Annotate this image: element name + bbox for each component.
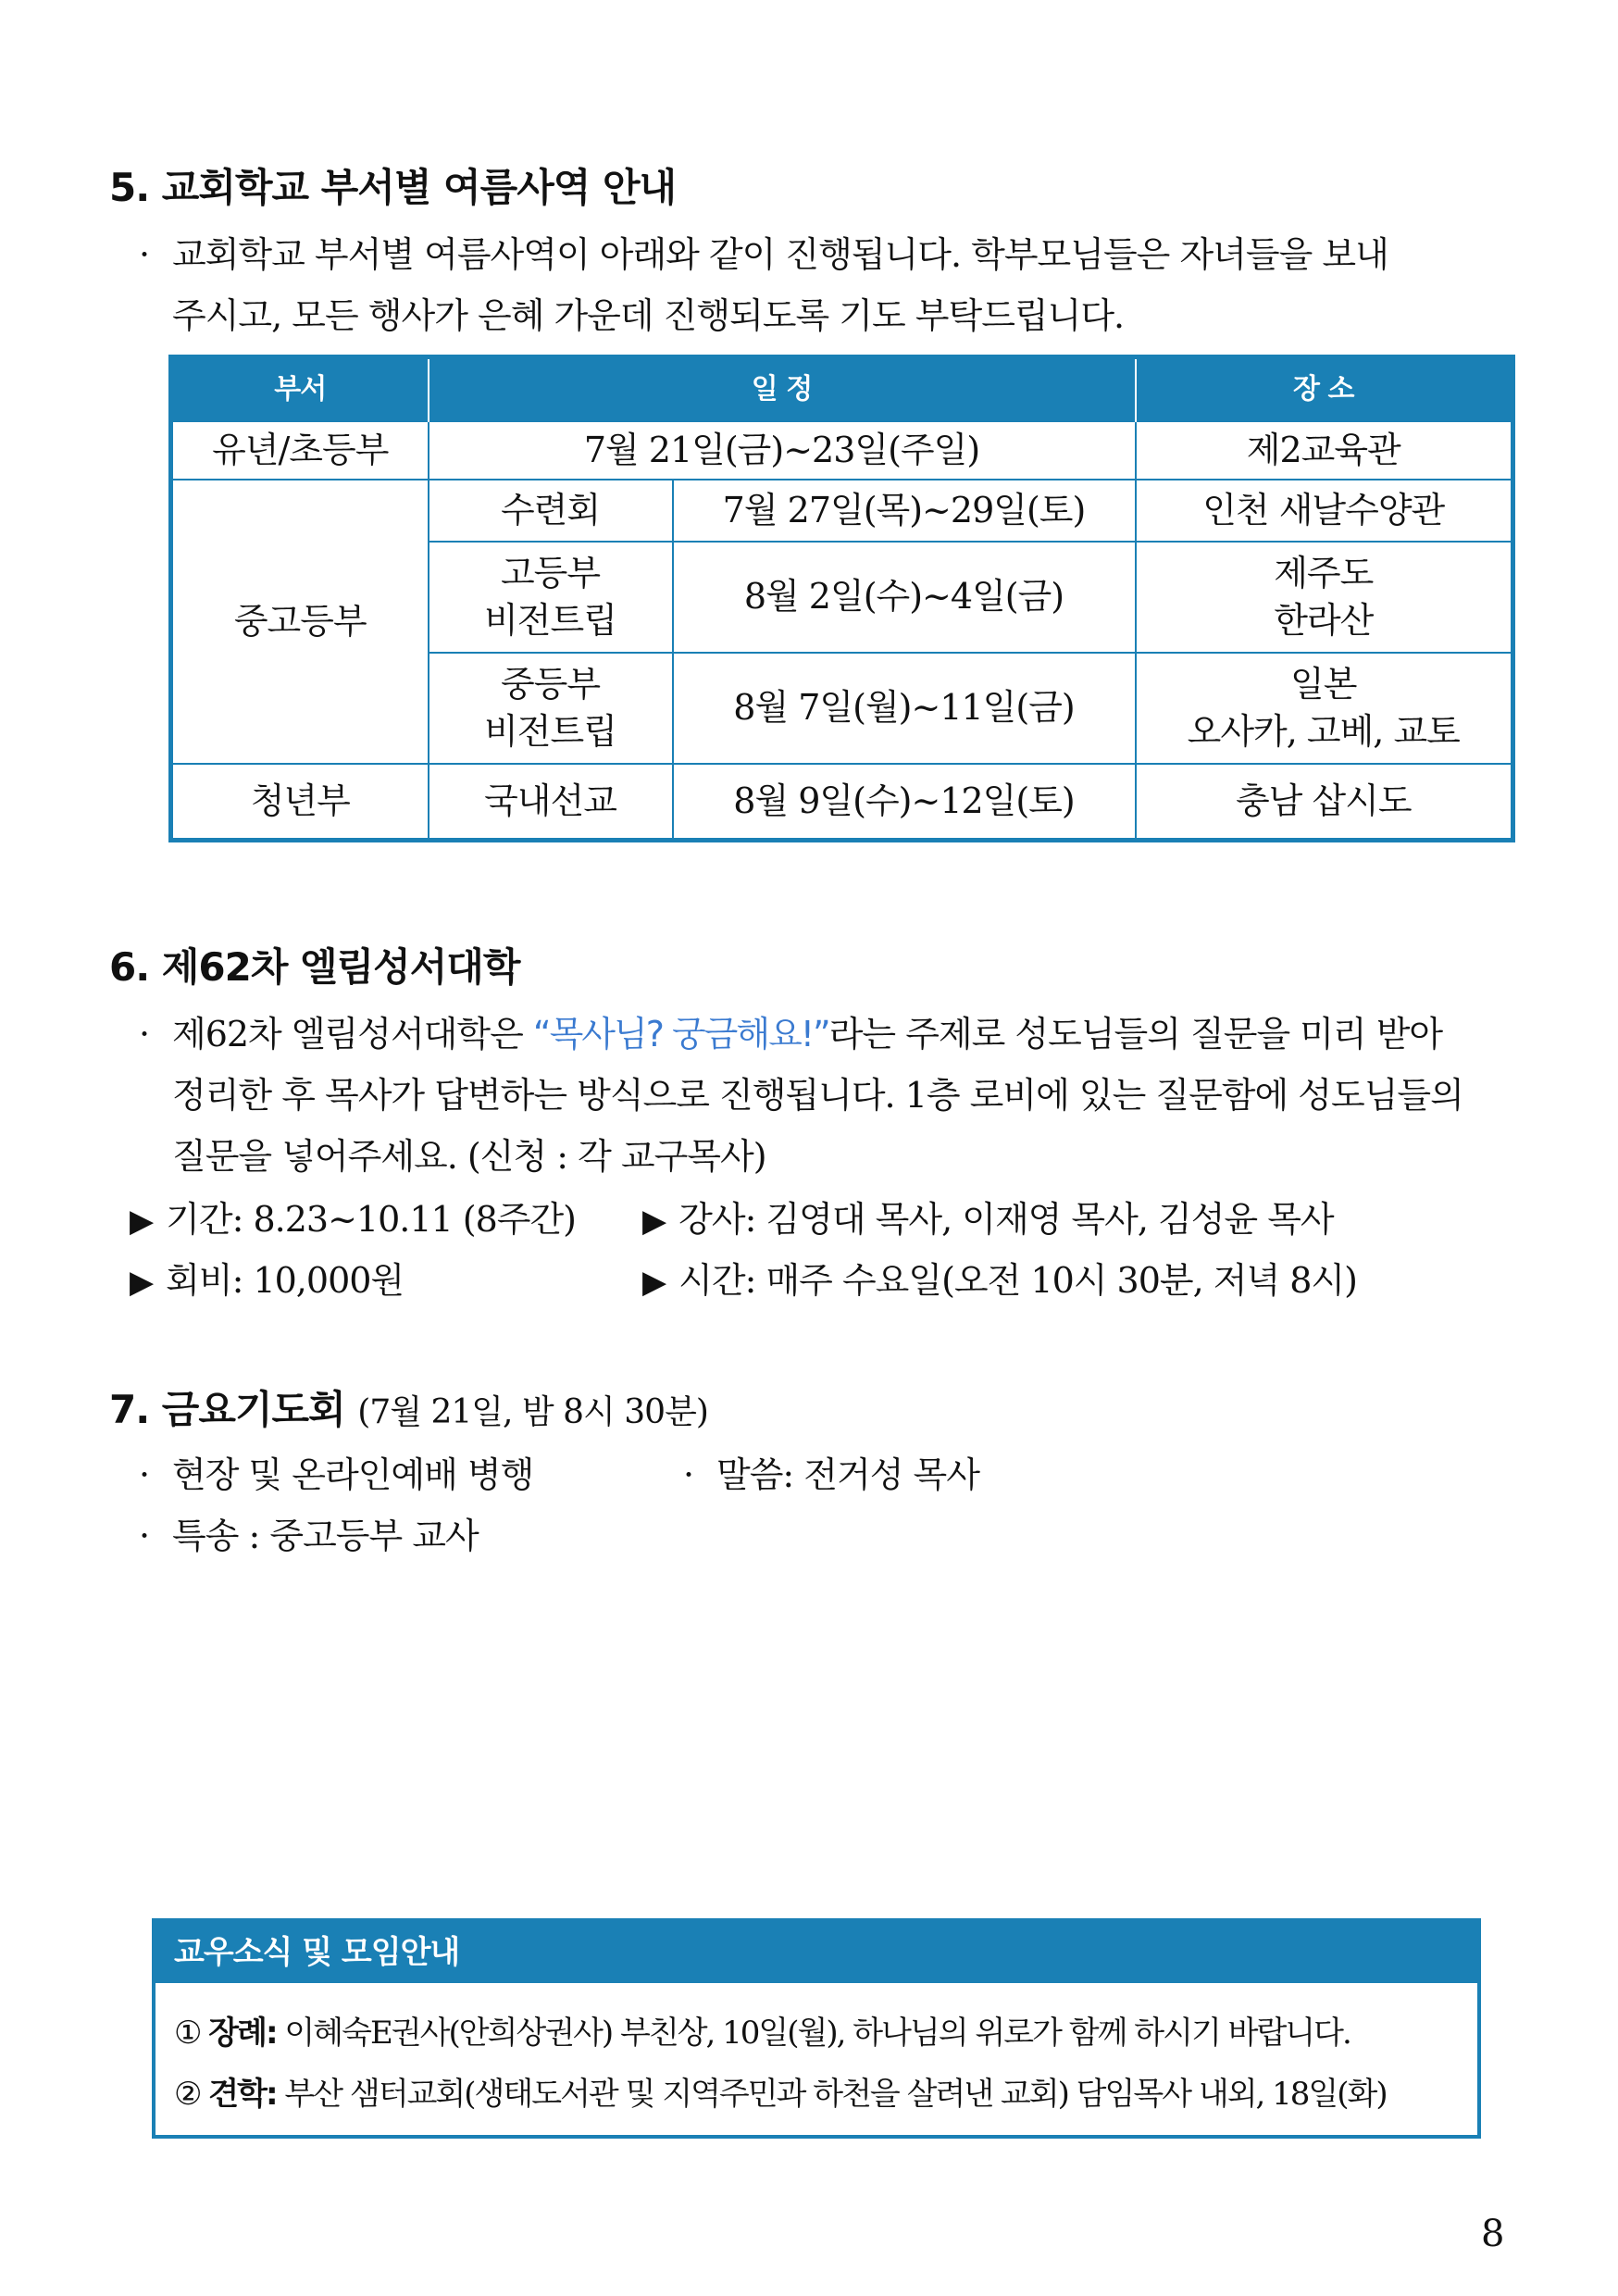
fee-text: 회비: 10,000원 xyxy=(166,1260,404,1301)
section6-topic-highlight: “목사님? 궁금해요!” xyxy=(532,1014,829,1054)
item-text: 부산 샘터교회(생태도서관 및 지역주민과 하천을 살려낸 교회) 담임목사 내외, 18일(화) xyxy=(284,2076,1387,2113)
cell-place: 제2교육관 xyxy=(1136,421,1513,480)
cell-schedule: 8월 9일(수)~12일(토) xyxy=(673,764,1136,840)
table-row xyxy=(171,480,1513,542)
table-header-row xyxy=(171,357,1513,422)
cell-schedule: 8월 7일(월)~11일(금) xyxy=(673,653,1136,764)
section7-item1-text: 현장 및 온라인예배 병행 xyxy=(172,1454,534,1495)
section7-title-text: 7. 금요기도회 xyxy=(109,1387,345,1432)
table-row xyxy=(171,421,1513,480)
cell-dept: 유년/초등부 xyxy=(171,421,429,480)
bullet: · xyxy=(683,1454,694,1495)
notice-item-funeral xyxy=(174,2007,1350,2053)
notice-title: 교우소식 및 모임안내 xyxy=(156,1922,1477,1983)
item-label: 견학: xyxy=(208,2076,277,2113)
event-line: 비전트립 xyxy=(484,600,616,641)
section6-title: 6. 제62차 엘림성서대학 xyxy=(109,944,520,990)
section7-subtitle: (7월 21일, 밤 8시 30분) xyxy=(357,1393,708,1431)
period-item xyxy=(130,1191,576,1242)
event-line: 고등부 xyxy=(500,552,601,593)
cell-event xyxy=(429,542,673,653)
summer-schedule-table xyxy=(168,355,1515,842)
cell-dept: 중고등부 xyxy=(171,480,429,764)
item-number: ① xyxy=(174,2015,201,2052)
arrow-right-icon: ▶ xyxy=(642,1264,666,1301)
event-line: 중등부 xyxy=(500,663,601,705)
arrow-right-icon: ▶ xyxy=(642,1203,666,1240)
item-label: 장례: xyxy=(208,2015,277,2052)
header-dept: 부서 xyxy=(171,357,429,422)
section5-paragraph-line2: 주시고, 모든 행사가 은혜 가운데 진행되도록 기도 부탁드립니다. xyxy=(172,295,1125,336)
event-line: 비전트립 xyxy=(484,711,616,752)
cell-place: 인천 새날수양관 xyxy=(1136,480,1513,542)
section7-item1 xyxy=(139,1446,533,1497)
section5-text-1: 교회학교 부서별 여름사역이 아래와 같이 진행됩니다. 학부모님들은 자녀들을 보내 xyxy=(172,234,1388,275)
cell-dept: 청년부 xyxy=(171,764,429,840)
cell-event: 국내선교 xyxy=(429,764,673,840)
section7-title xyxy=(109,1379,708,1435)
item-number: ② xyxy=(174,2076,201,2113)
cell-place xyxy=(1136,653,1513,764)
section6-text-post: 라는 주제로 성도님들의 질문을 미리 받아 xyxy=(828,1014,1443,1054)
page-number: 8 xyxy=(1481,2213,1505,2255)
section5-paragraph-line1 xyxy=(139,226,1388,277)
cell-event: 수련회 xyxy=(429,480,673,542)
section6-paragraph-line1 xyxy=(139,1005,1442,1056)
bullet: · xyxy=(139,1454,150,1495)
section5-title: 5. 교회학교 부서별 여름사역 안내 xyxy=(109,165,677,210)
notice-box xyxy=(152,1918,1481,2139)
bullet: · xyxy=(139,234,150,275)
period-text: 기간: 8.23~10.11 (8주간) xyxy=(166,1199,577,1240)
place-line: 일본 xyxy=(1290,663,1357,705)
header-place: 장 소 xyxy=(1136,357,1513,422)
section7-item2 xyxy=(683,1446,979,1497)
fee-item xyxy=(130,1252,404,1303)
bullet: · xyxy=(139,1516,150,1556)
place-line: 오사카, 고베, 교토 xyxy=(1187,711,1460,752)
header-schedule: 일 정 xyxy=(429,357,1136,422)
cell-place xyxy=(1136,542,1513,653)
cell-schedule: 7월 21일(금)~23일(주일) xyxy=(429,421,1136,480)
section7-item3-text: 특송 : 중고등부 교사 xyxy=(172,1516,479,1556)
place-line: 한라산 xyxy=(1274,600,1374,641)
bullet: · xyxy=(139,1014,150,1054)
section7-item2-text: 말씀: 전거성 목사 xyxy=(716,1454,979,1495)
section6-paragraph-line3: 질문을 넣어주세요. (신청 : 각 교구목사) xyxy=(172,1136,766,1177)
table-row xyxy=(171,764,1513,840)
cell-schedule: 8월 2일(수)~4일(금) xyxy=(673,542,1136,653)
lecturer-item xyxy=(642,1191,1334,1242)
time-text: 시간: 매주 수요일(오전 10시 30분, 저녁 8시) xyxy=(678,1260,1357,1301)
section7-item3 xyxy=(139,1507,479,1558)
lecturer-text: 강사: 김영대 목사, 이재영 목사, 김성윤 목사 xyxy=(678,1199,1334,1240)
time-item xyxy=(642,1252,1357,1303)
place-line: 제주도 xyxy=(1274,552,1374,593)
section6-text-pre: 제62차 엘림성서대학은 xyxy=(172,1014,533,1054)
arrow-right-icon: ▶ xyxy=(130,1203,154,1240)
notice-item-visit xyxy=(174,2068,1387,2114)
cell-schedule: 7월 27일(목)~29일(토) xyxy=(673,480,1136,542)
item-text: 이혜숙E권사(안희상권사) 부친상, 10일(월), 하나님의 위로가 함께 하시기 바랍니다. xyxy=(284,2015,1350,2052)
cell-event xyxy=(429,653,673,764)
cell-place: 충남 삽시도 xyxy=(1136,764,1513,840)
section6-paragraph-line2: 정리한 후 목사가 답변하는 방식으로 진행됩니다. 1층 로비에 있는 질문함에 성도님들의 xyxy=(172,1075,1463,1116)
arrow-right-icon: ▶ xyxy=(130,1264,154,1301)
